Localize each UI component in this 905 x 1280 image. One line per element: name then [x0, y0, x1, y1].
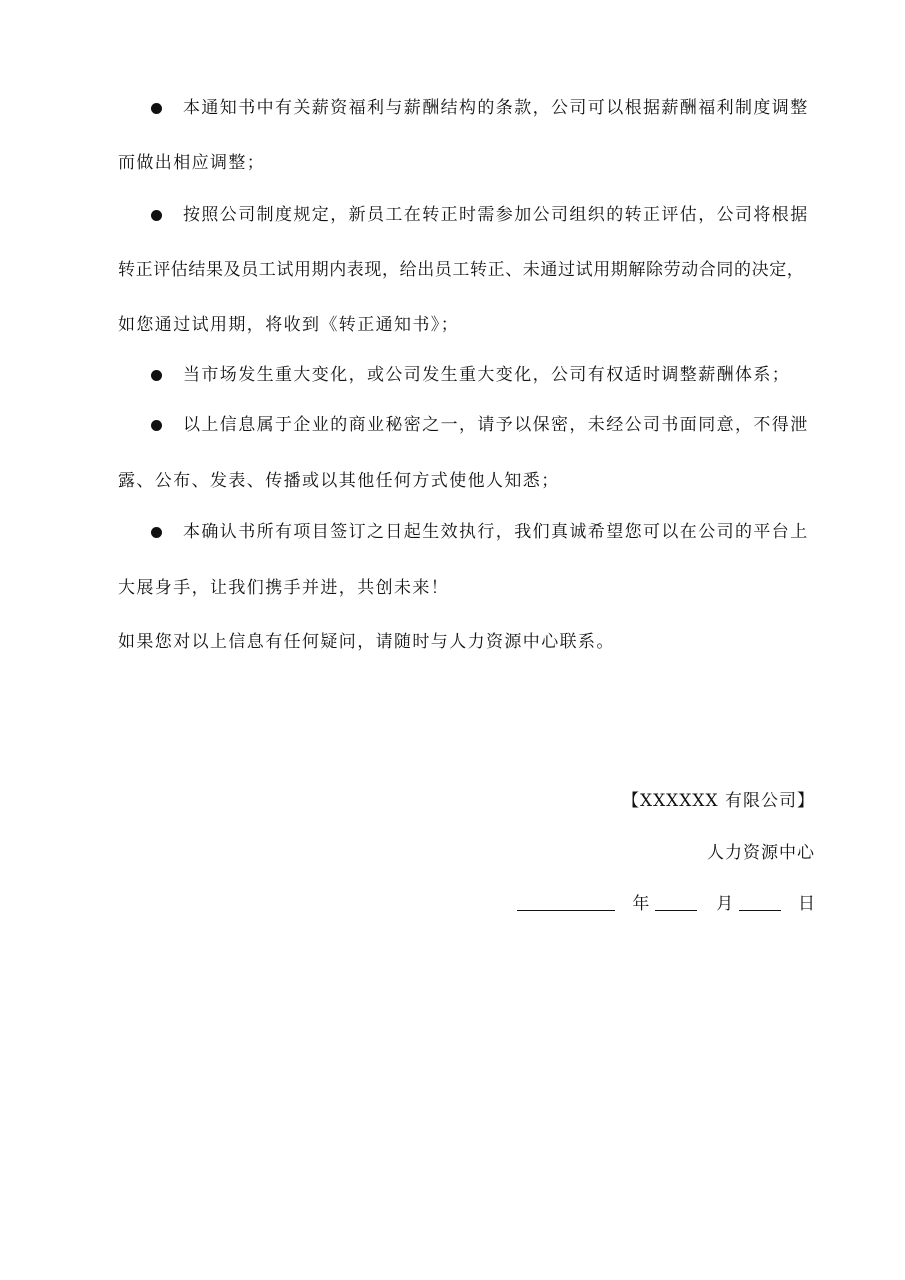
- month-blank: [655, 894, 697, 911]
- year-blank: [517, 894, 615, 911]
- item-1-line-2: 而做出相应调整；: [118, 153, 266, 173]
- company-name: 【XXXXXX 有限公司】: [621, 791, 815, 811]
- item-2-line-1: 按照公司制度规定，新员工在转正时需参加公司组织的转正评估，公司将根据: [183, 205, 809, 225]
- bullet-icon: [151, 527, 162, 538]
- item-5-line-1: 本确认书所有项目签订之日起生效执行，我们真诚希望您可以在公司的平台上: [183, 522, 809, 542]
- month-label: 月: [716, 894, 734, 914]
- item-4-line-2: 露、公布、发表、传播或以其他任何方式使他人知悉；: [118, 471, 560, 491]
- bullet-icon: [151, 103, 162, 114]
- closing-paragraph: 如果您对以上信息有任何疑问，请随时与人力资源中心联系。: [118, 632, 615, 652]
- item-3-line-1: 当市场发生重大变化，或公司发生重大变化，公司有权适时调整薪酬体系；: [183, 365, 791, 385]
- year-label: 年: [632, 894, 650, 914]
- item-1-line-1: 本通知书中有关薪资福利与薪酬结构的条款，公司可以根据薪酬福利制度调整: [183, 98, 809, 118]
- date-line: [517, 894, 815, 913]
- bullet-icon: [151, 210, 162, 221]
- item-4-line-1: 以上信息属于企业的商业秘密之一，请予以保密，未经公司书面同意，不得泄: [183, 415, 809, 435]
- item-5-line-2: 大展身手，让我们携手并进，共创未来！: [118, 578, 450, 598]
- item-2-line-3: 如您通过试用期，将收到《转正通知书》；: [118, 315, 460, 335]
- item-2-line-2: 转正评估结果及员工试用期内表现，给出员工转正、未通过试用期解除劳动合同的决定，: [118, 260, 805, 280]
- bullet-icon: [151, 370, 162, 381]
- department-name: 人力资源中心: [707, 843, 815, 863]
- bullet-icon: [151, 420, 162, 431]
- day-blank: [739, 894, 781, 911]
- day-label: 日: [798, 894, 815, 914]
